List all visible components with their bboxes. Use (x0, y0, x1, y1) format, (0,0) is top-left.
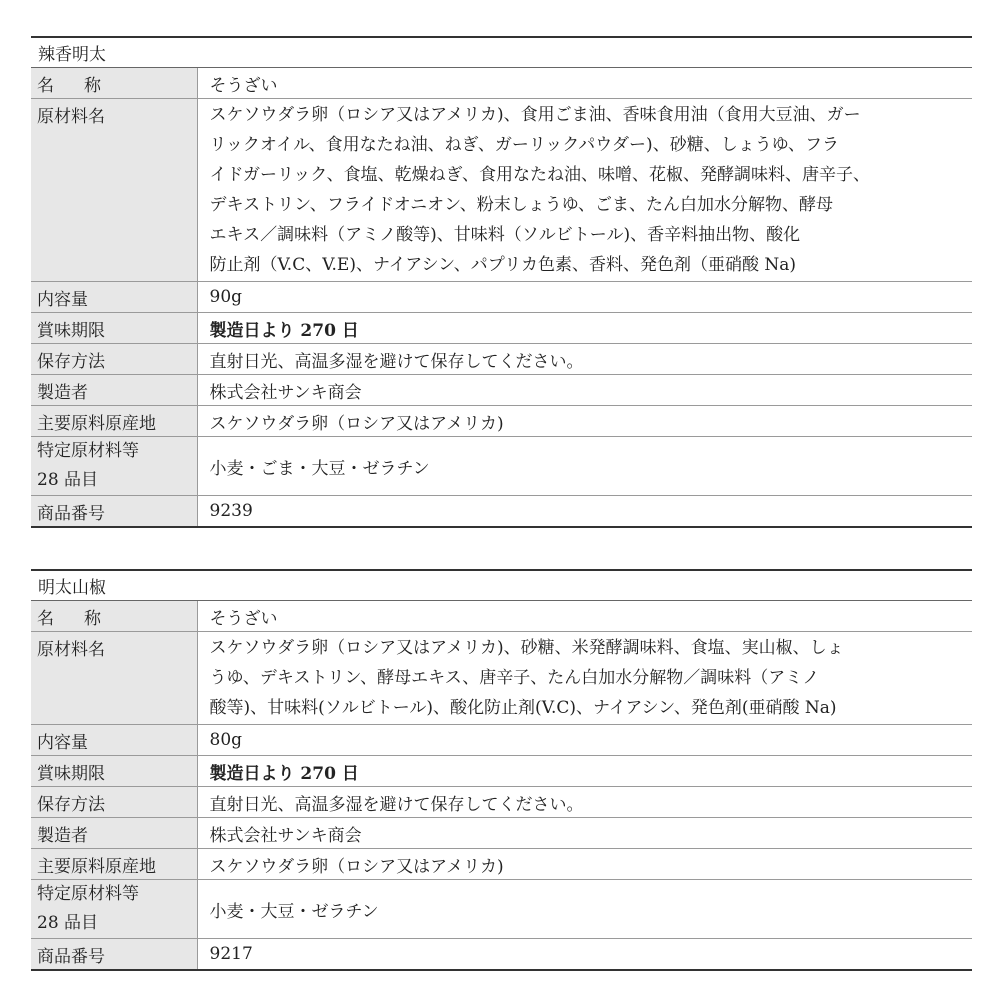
storage-key: 保存方法 (31, 787, 197, 818)
product-no-key: 商品番号 (31, 496, 197, 528)
name-value: そうざい (197, 68, 972, 99)
ingredients-line: デキストリン、フライドオニオン、粉末しょうゆ、ごま、たん白加水分解物、酵母 (209, 195, 834, 215)
label-title-row (31, 570, 972, 601)
best-before-key: 賞味期限 (31, 313, 197, 344)
name-row (31, 601, 972, 632)
best-before-value: 製造日より 270 日 (197, 313, 972, 344)
best-before-row (31, 313, 972, 344)
best-before-key: 賞味期限 (31, 756, 197, 787)
product-no-row (31, 939, 972, 971)
manufacturer-row (31, 818, 972, 849)
storage-key: 保存方法 (31, 344, 197, 375)
origin-row (31, 849, 972, 880)
ingredients-line: スケソウダラ卵（ロシア又はアメリカ)、食用ごま油、香味食用油（食用大豆油、ガー (209, 105, 861, 125)
content-value: 90g (197, 282, 972, 313)
allergens-row (31, 437, 972, 496)
allergens-value: 小麦・大豆・ゼラチン (197, 880, 972, 939)
product-no-value: 9217 (197, 939, 972, 971)
ingredients-line: スケソウダラ卵（ロシア又はアメリカ)、砂糖、米発酵調味料、食塩、実山椒、しょ (209, 638, 844, 658)
origin-value: スケソウダラ卵（ロシア又はアメリカ) (197, 849, 972, 880)
storage-row (31, 344, 972, 375)
allergens-row (31, 880, 972, 939)
ingredients-row (31, 632, 972, 725)
product-label-table (31, 569, 972, 971)
origin-key: 主要原料原産地 (31, 406, 197, 437)
ingredients-line: イドガーリック、食塩、乾燥ねぎ、食用なたね油、味噌、花椒、発酵調味料、唐辛子、 (209, 165, 870, 185)
best-before-row (31, 756, 972, 787)
manufacturer-key: 製造者 (31, 375, 197, 406)
origin-key: 主要原料原産地 (31, 849, 197, 880)
best-before-value: 製造日より 270 日 (197, 756, 972, 787)
manufacturer-key: 製造者 (31, 818, 197, 849)
content-row (31, 282, 972, 313)
storage-value: 直射日光、高温多湿を避けて保存してください。 (197, 344, 972, 375)
origin-row (31, 406, 972, 437)
ingredients-line: リックオイル、食用なたね油、ねぎ、ガーリックパウダー)、砂糖、しょうゆ、フラ (209, 135, 840, 155)
content-key: 内容量 (31, 282, 197, 313)
storage-value: 直射日光、高温多湿を避けて保存してください。 (197, 787, 972, 818)
product-title: 辣香明太 (31, 37, 972, 68)
content-row (31, 725, 972, 756)
name-row (31, 68, 972, 99)
manufacturer-value: 株式会社サンキ商会 (197, 818, 972, 849)
allergens-value: 小麦・ごま・大豆・ゼラチン (197, 437, 972, 496)
label-title-row (31, 37, 972, 68)
product-label-table (31, 36, 972, 528)
content-key: 内容量 (31, 725, 197, 756)
ingredients-row (31, 99, 972, 282)
ingredients-line: 酸等)、甘味料(ソルビトール)、酸化防止剤(V.C)、ナイアシン、発色剤(亜硝酸 Na) (209, 698, 837, 718)
storage-row (31, 787, 972, 818)
name-key: 名 称 (31, 68, 197, 99)
name-key: 名 称 (31, 601, 197, 632)
ingredients-key: 原材料名 (31, 99, 197, 282)
product-no-key: 商品番号 (31, 939, 197, 971)
ingredients-line: エキス／調味料（アミノ酸等)、甘味料（ソルビトール)、香辛料抽出物、酸化 (209, 225, 801, 245)
origin-value: スケソウダラ卵（ロシア又はアメリカ) (197, 406, 972, 437)
product-title: 明太山椒 (31, 570, 972, 601)
allergens-key: 特定原材料等 28 品目 (31, 880, 197, 939)
ingredients-line: 防止剤（V.C、V.E)、ナイアシン、パプリカ色素、香料、発色剤（亜硝酸 Na) (209, 255, 796, 275)
ingredients-value (197, 632, 972, 725)
ingredients-key: 原材料名 (31, 632, 197, 725)
product-no-value: 9239 (197, 496, 972, 528)
manufacturer-row (31, 375, 972, 406)
ingredients-line: うゆ、デキストリン、酵母エキス、唐辛子、たん白加水分解物／調味料（アミノ (209, 668, 820, 688)
content-value: 80g (197, 725, 972, 756)
ingredients-value (197, 99, 972, 282)
manufacturer-value: 株式会社サンキ商会 (197, 375, 972, 406)
product-no-row (31, 496, 972, 528)
name-value: そうざい (197, 601, 972, 632)
allergens-key: 特定原材料等 28 品目 (31, 437, 197, 496)
